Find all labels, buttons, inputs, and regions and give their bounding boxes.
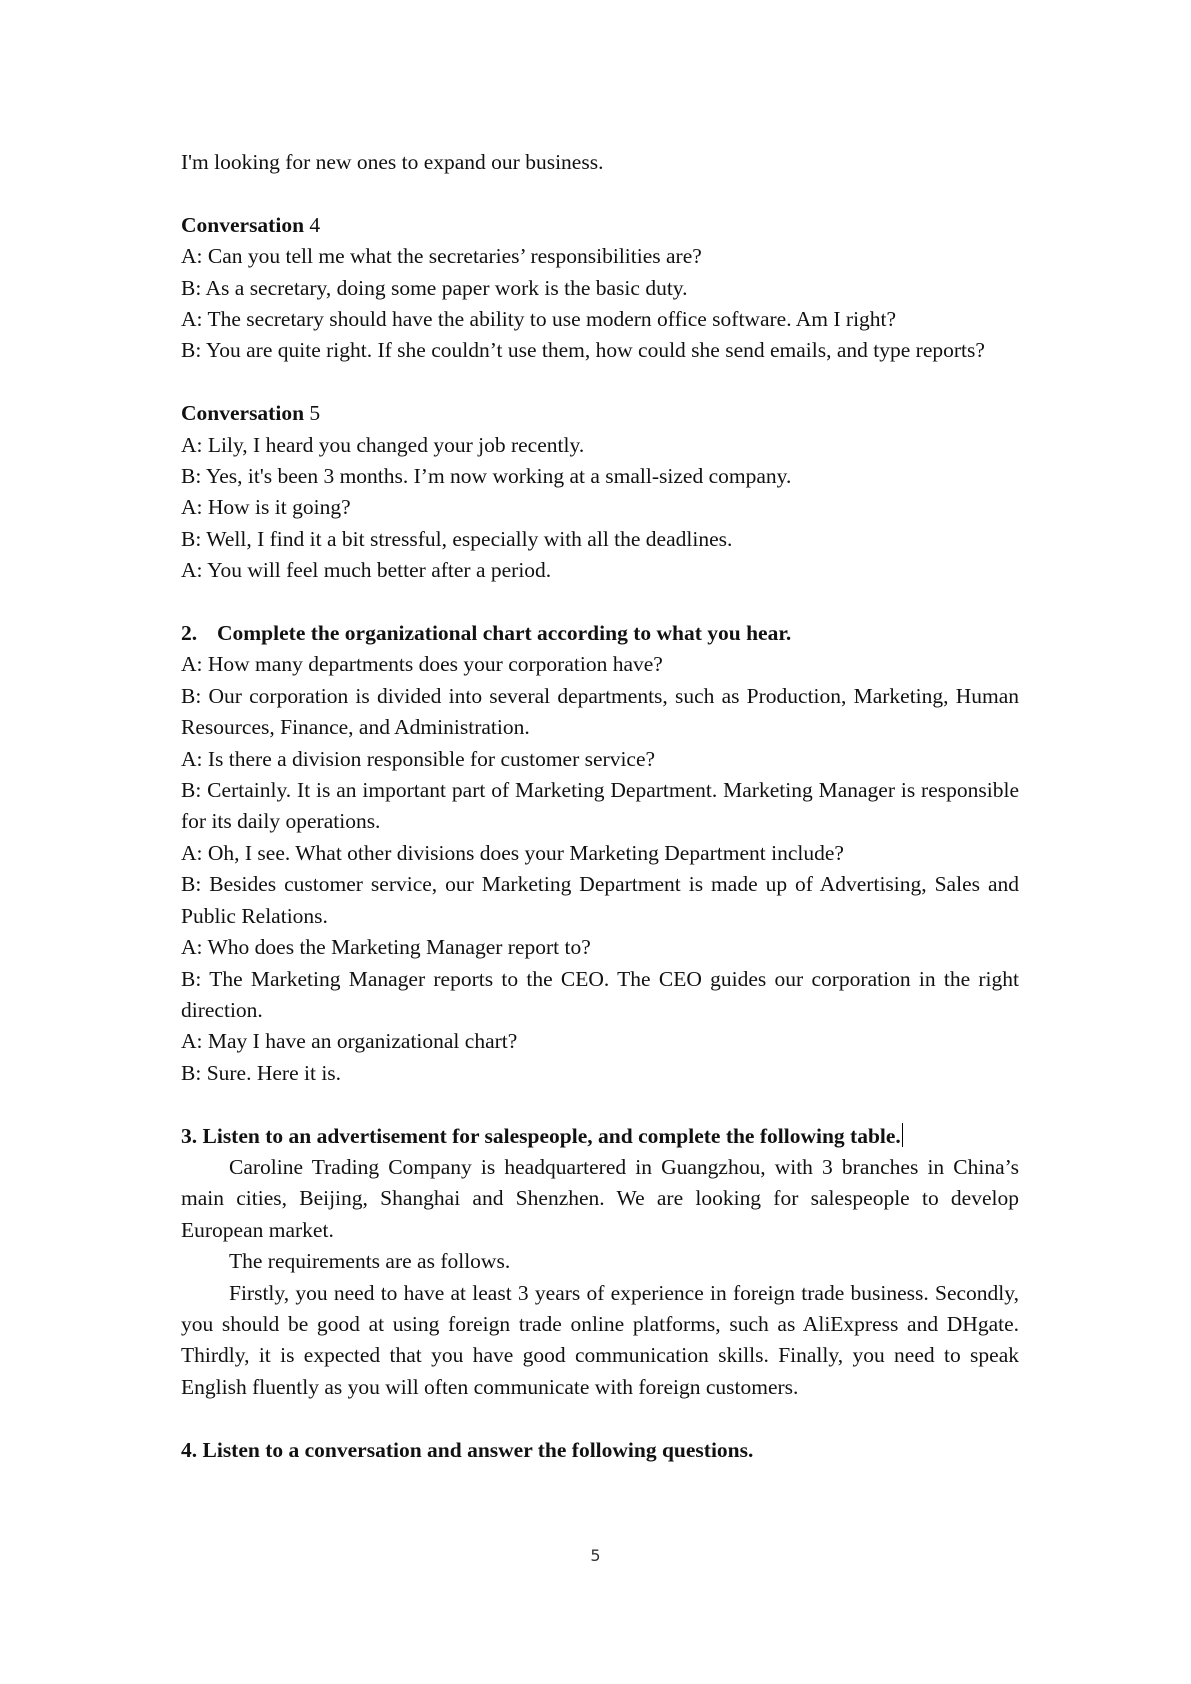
dialogue-line: A: How many departments does your corporation have?: [181, 652, 663, 677]
paragraph: Caroline Trading Company is headquartered in Guangzhou, with 3 branches in China’s main cities, Beijing, Shanghai and Shenzhen. We are looking for salespeople to develop European market.: [181, 1154, 1025, 1242]
dialogue-line: B: As a secretary, doing some paper work is the basic duty.: [181, 275, 688, 300]
document-page: [181, 147, 1025, 1466]
section-3-heading: [181, 1121, 1019, 1152]
conversation-5-heading: [181, 398, 1019, 429]
section-2-title: Complete the organizational chart according to what you hear.: [217, 621, 792, 646]
page-number: 5: [590, 1546, 601, 1565]
section-3: [181, 1121, 1025, 1404]
dialogue-line: A: Is there a division responsible for customer service?: [181, 746, 656, 771]
dialogue-line: B: Certainly. It is an important part of Marketing Department. Marketing Manager is responsible for its daily operations.: [181, 778, 1025, 834]
conversation-number: 5: [309, 401, 321, 426]
conversation-4: [181, 210, 1019, 367]
section-2-number: 2.: [181, 621, 198, 646]
spacer: [181, 178, 1019, 209]
dialogue-line: B: Sure. Here it is.: [181, 1060, 342, 1085]
dialogue-line: A: Oh, I see. What other divisions does your Marketing Department include?: [181, 840, 844, 865]
conversation-label: Conversation: [181, 401, 305, 426]
dialogue-line: B: Well, I find it a bit stressful, especially with all the deadlines.: [181, 526, 733, 551]
dialogue-line: A: You will feel much better after a period.: [181, 558, 552, 583]
spacer: [181, 1089, 1019, 1120]
section-3-title: 3. Listen to an advertisement for salespeople, and complete the following table.: [181, 1123, 901, 1148]
conversation-4-heading: [181, 210, 1019, 241]
intro-line: I'm looking for new ones to expand our business.: [181, 150, 604, 174]
dialogue-line: B: You are quite right. If she couldn’t use them, how could she send emails, and type reports?: [181, 338, 985, 363]
dialogue-line: A: Lily, I heard you changed your job recently.: [181, 432, 585, 457]
dialogue-line: B: The Marketing Manager reports to the CEO. The CEO guides our corporation in the right direction.: [181, 966, 1025, 1022]
dialogue-line: A: Can you tell me what the secretaries’ responsibilities are?: [181, 244, 702, 269]
spacer: [181, 367, 1019, 398]
dialogue-line: A: May I have an organizational chart?: [181, 1029, 518, 1054]
spacer: [181, 587, 1019, 618]
dialogue-line: A: The secretary should have the ability to use modern office software. Am I right?: [181, 307, 897, 332]
dialogue-line: B: Yes, it's been 3 months. I’m now working at a small-sized company.: [181, 464, 792, 489]
conversation-label: Conversation: [181, 212, 305, 237]
dialogue-line: A: Who does the Marketing Manager report to?: [181, 935, 591, 960]
text-cursor: [902, 1123, 904, 1147]
dialogue-line: B: Besides customer service, our Marketing Department is made up of Advertising, Sales and Public Relations.: [181, 872, 1025, 928]
dialogue-line: A: How is it going?: [181, 495, 351, 520]
paragraph: Firstly, you need to have at least 3 years of experience in foreign trade business. Secondly, you should be good at using foreign trade online platforms, such as AliExpress and DHgate. Thirdly, it is expected that you have good communication skills. Finally, you need to speak English fluently as you will often communicate with foreign customers.: [181, 1280, 1025, 1399]
conversation-5: [181, 398, 1019, 586]
dialogue-line: B: Our corporation is divided into several departments, such as Production, Marketing, Human Resources, Finance, and Administration.: [181, 683, 1025, 740]
section-2: [181, 618, 1025, 1089]
spacer: [181, 1403, 1019, 1434]
section-4: [181, 1435, 1019, 1466]
section-4-heading: 4. Listen to a conversation and answer the following questions.: [181, 1437, 754, 1462]
paragraph: The requirements are as follows.: [229, 1249, 511, 1274]
conversation-number: 4: [309, 212, 321, 237]
section-2-heading: [181, 618, 1019, 649]
